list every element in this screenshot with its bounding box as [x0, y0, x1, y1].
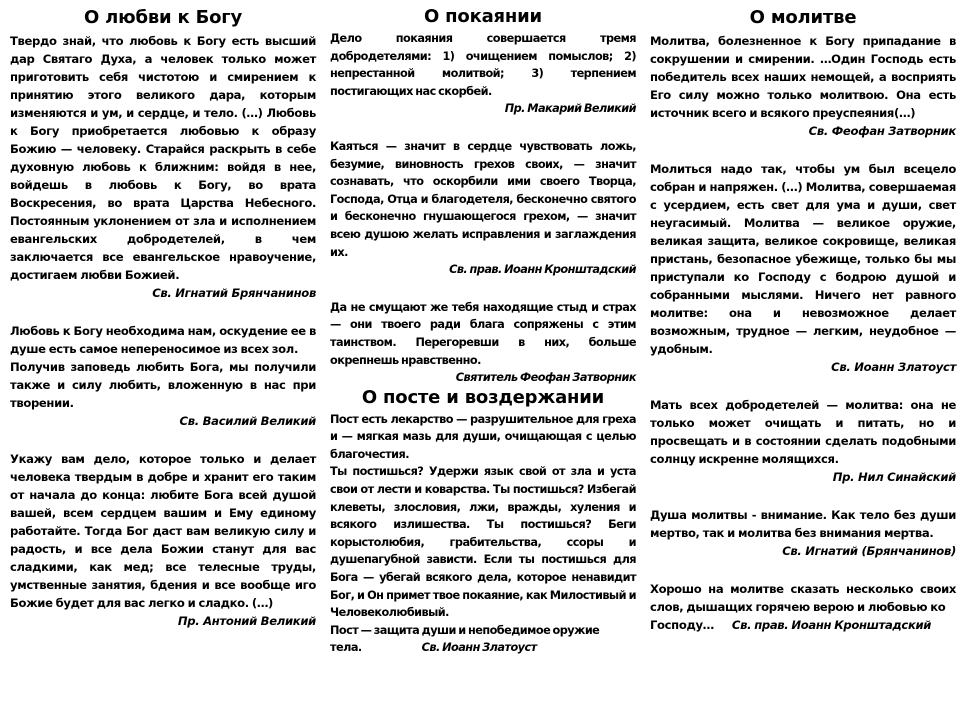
quote-block: [650, 32, 956, 140]
quote-block: [330, 411, 636, 657]
quote-text: Получив заповедь любить Бога, мы получили также и силу любить, вложенную в нас при творении.: [10, 360, 316, 410]
quote-block: [10, 450, 316, 630]
quote-text: Да не смущают же тебя находящие стыд и страх — они твоего ради блага сопряжены с этим таинством. Перегоревши в них, больше окрепнешь нравственно.: [330, 300, 636, 367]
quote-text: Каяться — значит в сердце чувствовать ложь, безумие, виновность грехов своих, — значит сознавать, что оскорбили ими своего Творца, Господа, Отца и благодетеля, бесконечно святого и бесконечно гнушающегося грехом, — значит всею душою желать исправления и заглаждения их.: [330, 139, 636, 259]
column-prayer: [650, 6, 956, 634]
heading-prayer: О молитве: [749, 7, 857, 28]
quote-block: [650, 580, 956, 634]
quote-author: Святитель Феофан Затворник: [455, 371, 636, 385]
quote-text: Молитва, болезненное к Богу припадание в сокрушении и смирении. …Один Господь есть победитель всех наших немощей, а восприять Его силу можно только молитвою. Она есть источник всего и всякого преуспеяния(…): [650, 34, 956, 120]
quote-author: Св. Иоанн Златоуст: [421, 641, 537, 655]
quote-text: Дело покаяния совершается тремя добродетелями: 1) очищением помыслов; 2) непрестанной молитвой; 3) терпением постигающих нас скорбей.: [330, 32, 636, 98]
quote-author: Св. Игнатий (Брянчанинов): [782, 544, 956, 558]
quote-block: [330, 138, 636, 279]
column-repentance-fasting: [330, 6, 636, 657]
quote-block: [330, 299, 636, 387]
quote-text: Душа молитвы - внимание. Как тело без души мертво, так и молитва без внимания мертва.: [650, 508, 956, 540]
quote-author: Св. Василий Великий: [179, 414, 316, 428]
closing-line: тела.: [330, 641, 362, 655]
quote-block: [10, 322, 316, 430]
quote-text: Мать всех добродетелей — молитва: она не только может очищать и питать, но и просвещать и в состоянии сделать подобными солнцу искренне молящихся.: [650, 398, 956, 466]
heading-fasting: О посте и воздержании: [361, 386, 605, 408]
quote-text: Укажу вам дело, которое только и делает человека твердым в добре и хранит его таким от начала до конца: любите Бога всей душой вашей, всем сердцем вашим и Ему единому работайте. Тогда Бог даст вам великую силу и радость, и все дела Божии станут для вас сладкими, как мед; все телесные труды, умственные занятия, бдения и все вообще иго Божие будет для вас легко и сладко. (…): [10, 452, 316, 610]
quote-author: Пр. Нил Синайский: [832, 470, 956, 484]
quote-author: Пр. Макарий Великий: [504, 102, 636, 116]
closing-line: Пост — защита души и непобедимое оружие: [330, 623, 600, 637]
closing-line: Господу…: [650, 618, 714, 632]
quote-text: [330, 622, 636, 640]
quote-author: Св. Иоанн Златоуст: [831, 360, 956, 374]
quote-author: Св. Игнатий Брянчанинов: [152, 286, 316, 300]
quote-text: Молиться надо так, чтобы ум был всецело собран и напряжен. (…) Молитва, совершаемая с усердием, есть свет для ума и души, свет неугасимый. Молитва — великое оружие, великая защита, великое сокровище, великая пристань, безопасное убежище, только бы мы приступали ко Господу с бодрою душой и собранными мыслями. Ничего нет равного молитве: она и невозможное делает возможным, трудное — легким, неудобное — удобным.: [650, 162, 956, 356]
quote-text: Ты постишься? Удержи язык свой от зла и уста свои от лести и коварства. Ты постишься? Избегай клеветы, злословия, лжи, вражды, хуления и всякого излишества. Ты постишься? Беги корыстолюбия, грабительства, ссоры и душепагубной зависти. Если ты постишься для Бога — убегай всякого дела, которое ненавидит Бог, и Он примет твое покаяние, как Милостивый и Человеколюбивый.: [330, 465, 636, 620]
quote-text: Хорошо на молитве сказать несколько своих слов, дышащих горячею верою и любовью ко: [650, 582, 956, 614]
quote-text: [330, 639, 636, 657]
quote-text: Твердо знай, что любовь к Богу есть высший дар Святаго Духа, а человек только может приготовить себя чистотою и смирением к принятию этого великого дара, которым изменяются и ум, и сердце, и тело. (…) Любовь к Богу приобретается любовью к образу Божию — человеку. Старайся раскрыть в себе духовную любовь к ближним: войдя в нее, войдешь в любовь к Богу, во врата Воскресения, во врата Царства Небесного. Постоянным уклонением от зла и исполнением евангельских добродетелей, в чем заключается все евангельское нравоучение, достигаем любви Божией.: [10, 34, 316, 282]
quote-block: [330, 30, 636, 118]
quote-block: [10, 32, 316, 302]
column-love-of-god: [10, 6, 316, 630]
quote-block: [650, 160, 956, 376]
quote-text: Любовь к Богу необходима нам, оскудение ее в душе есть самое непереносимое из всех зол.: [10, 324, 316, 356]
heading-love-of-god: О любви к Богу: [84, 7, 242, 28]
quote-block: [650, 396, 956, 486]
quote-text: Пост есть лекарство — разрушительное для греха и — мягкая мазь для души, очищающая с целью благочестия.: [330, 412, 636, 461]
quote-author: Св. прав. Иоанн Кронштадский: [449, 263, 636, 277]
quote-block: [650, 506, 956, 560]
heading-repentance: О покаянии: [424, 6, 542, 27]
quote-text: [650, 616, 956, 634]
quote-author: Св. Феофан Затворник: [808, 124, 956, 138]
quote-author: Св. прав. Иоанн Кронштадский: [731, 618, 932, 632]
quote-author: Пр. Антоний Великий: [177, 614, 316, 628]
